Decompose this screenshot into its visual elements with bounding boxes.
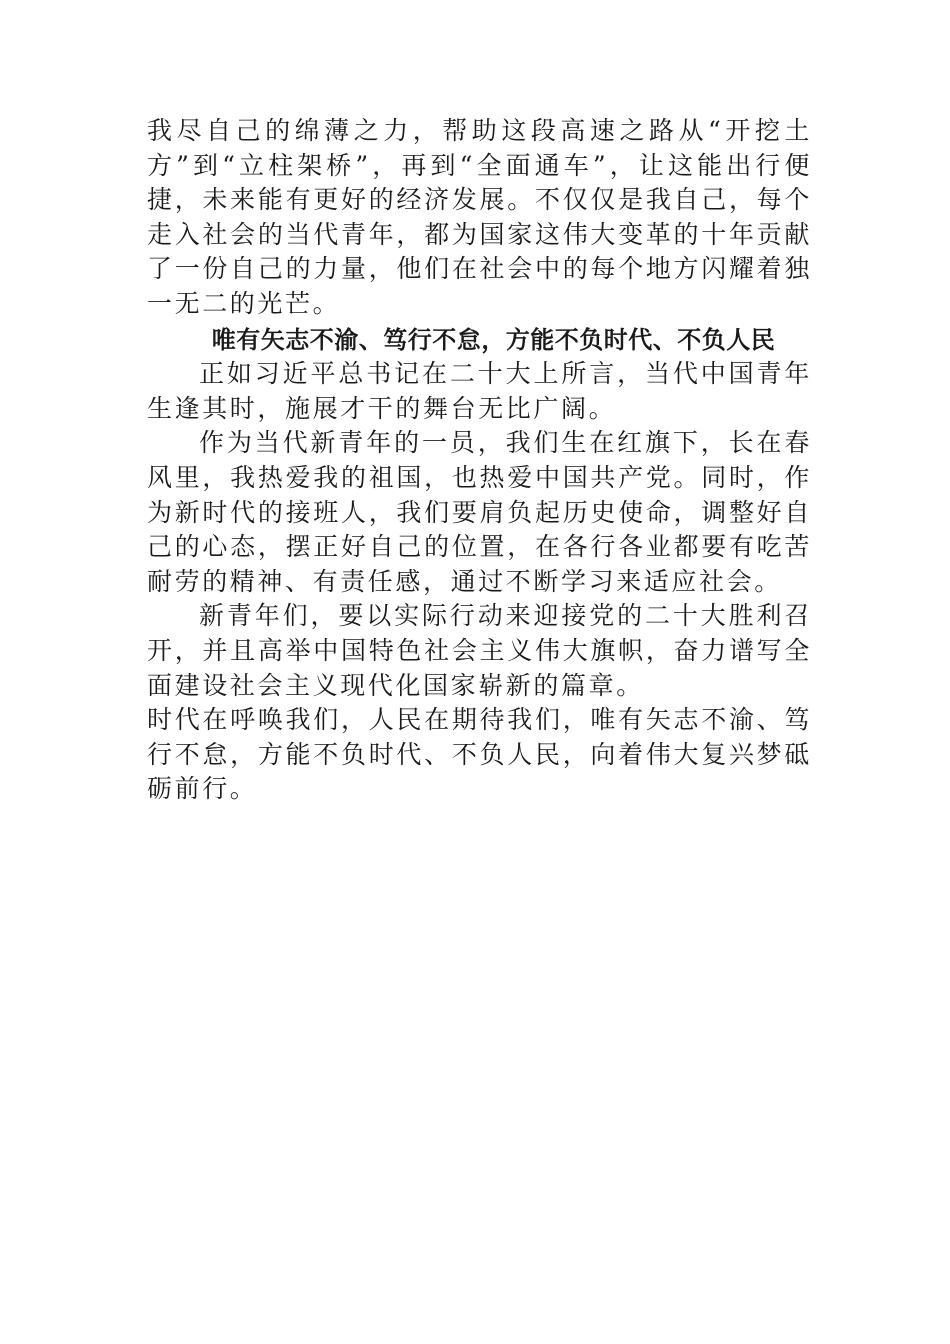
paragraph-intro: 我尽自己的绵薄之力，帮助这段高速之路从“开挖土方”到“立柱架桥”，再到“全面通车”，让这能出行便捷，未来能有更好的经济发展。不仅仅是我自己，每个走入社会的当代青年，都为国家这伟大变革的十年贡献了一份自己的力量，他们在社会中的每个地方闪耀着独一无二的光芒。 bbox=[147, 116, 812, 318]
paragraph-youth: 作为当代新青年的一员，我们生在红旗下，长在春风里，我热爱我的祖国，也热爱中国共产党。同时，作为新时代的接班人，我们要肩负起历史使命，调整好自己的心态，摆正好自己的位置，在各行各业都要有吃苦耐劳的精神、有责任感，通过不断学习来适应社会。 bbox=[147, 428, 812, 596]
paragraph-call: 新青年们，要以实际行动来迎接党的二十大胜利召开，并且高举中国特色社会主义伟大旗帜，奋力谱写全面建设社会主义现代化国家崭新的篇章。 bbox=[147, 601, 812, 700]
section-heading: 唯有矢志不渝、笃行不怠，方能不负时代、不负人民 bbox=[211, 325, 776, 354]
paragraph-closing: 时代在呼唤我们，人民在期待我们，唯有矢志不渝、笃行不怠，方能不负时代、不负人民，向着伟大复兴梦砥砺前行。 bbox=[147, 705, 812, 804]
paragraph-quote: 正如习近平总书记在二十大上所言，当代中国青年生逢其时，施展才干的舞台无比广阔。 bbox=[147, 359, 812, 423]
document-page bbox=[147, 114, 812, 807]
